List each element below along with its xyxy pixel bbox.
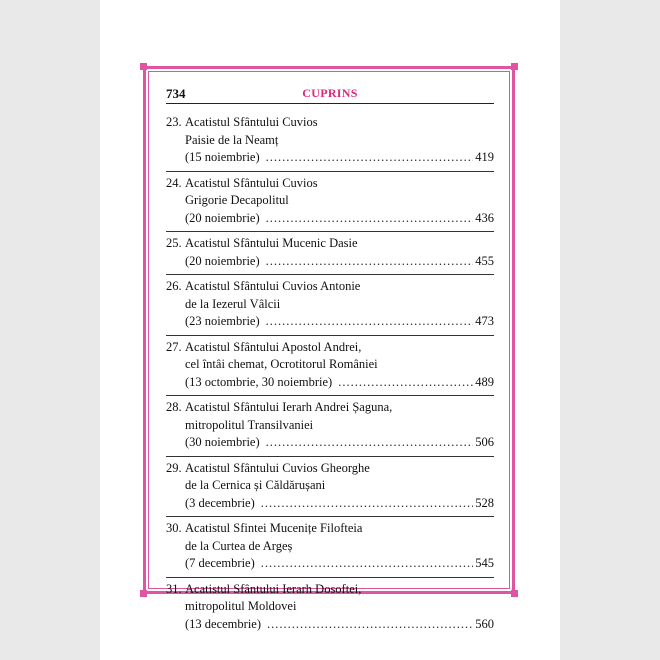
toc-entry[interactable]	[166, 578, 494, 638]
toc-entry-title: Acatistul Sfintei Mucenițe Filofteia	[185, 521, 363, 535]
corner-ornament-top-right	[511, 63, 518, 70]
toc-entry-date: (15 noiembrie)	[185, 150, 260, 164]
toc-entry-page-number[interactable]: 545	[475, 556, 494, 570]
dot-leader	[266, 210, 474, 228]
toc-entry-title-line	[166, 192, 494, 210]
toc-entry-number: 23.	[166, 115, 182, 129]
toc-entry-title: Acatistul Sfântului Ierarh Dosoftei,	[185, 581, 362, 596]
toc-entry-title-line	[166, 114, 494, 132]
toc-entry-date: (13 decembrie)	[185, 616, 262, 631]
toc-entry[interactable]	[166, 396, 494, 457]
toc-entry-title: mitropolitul Transilvaniei	[185, 417, 314, 432]
toc-entry[interactable]	[166, 336, 494, 397]
toc-entry-date-line	[166, 434, 494, 452]
toc-entry-title-line	[166, 356, 494, 374]
toc-entry-number: 26.	[166, 279, 182, 293]
toc-entry-title-line	[166, 477, 494, 495]
toc-entry-date-line	[166, 210, 494, 228]
toc-entry-date: (20 noiembrie)	[185, 253, 260, 268]
dot-leader	[338, 374, 473, 392]
toc-entry-date: (23 noiembrie)	[185, 314, 260, 328]
toc-entry-title-line	[166, 132, 494, 150]
toc-entry-title: Grigorie Decapolitul	[185, 193, 289, 207]
toc-entry-title: Acatistul Sfântului Mucenic Dasie	[185, 236, 358, 250]
toc-entry-number: 27.	[166, 339, 182, 354]
toc-entry-title-line	[166, 296, 494, 314]
toc-entry[interactable]	[166, 275, 494, 336]
page-number: 734	[166, 86, 186, 101]
toc-entry[interactable]	[166, 457, 494, 518]
dot-leader	[266, 253, 474, 271]
toc-entry-title: Acatistul Sfântului Cuvios Antonie	[185, 279, 361, 293]
toc-entry-title-line	[166, 460, 494, 478]
toc-entry-title: de la Cernica și Căldărușani	[185, 478, 326, 492]
toc-entry-date-line	[166, 313, 494, 331]
toc-entry-title: Acatistul Sfântului Ierarh Andrei Șaguna,	[185, 400, 393, 414]
toc-entry-date-line	[166, 616, 494, 634]
toc-entry[interactable]	[166, 172, 494, 233]
toc-entry-date-line	[166, 149, 494, 167]
toc-entry-number: 28.	[166, 400, 182, 414]
toc-entry-title: Acatistul Sfântului Apostol Andrei,	[185, 339, 362, 354]
toc-entry-page-number[interactable]: 506	[475, 435, 494, 449]
toc-entry-number: 29.	[166, 460, 182, 475]
toc-entry-title-line	[166, 520, 494, 538]
dot-leader	[266, 434, 474, 452]
toc-entry-number: 30.	[166, 521, 182, 535]
section-title: CUPRINS	[302, 86, 358, 100]
toc-entry-title: Acatistul Sfântului Cuvios	[185, 175, 318, 190]
dot-leader	[267, 616, 473, 634]
toc-entry-page-number[interactable]: 455	[475, 253, 494, 268]
dot-leader	[261, 555, 473, 573]
toc-entry-page-number[interactable]: 528	[475, 495, 494, 510]
toc-entry-page-number[interactable]: 489	[475, 374, 494, 389]
toc-entry-title-line	[166, 235, 494, 253]
table-of-contents	[166, 111, 494, 637]
toc-entry-title-line	[166, 399, 494, 417]
toc-entry-title: mitropolitul Moldovei	[185, 599, 297, 613]
toc-entry-number: 25.	[166, 236, 182, 250]
toc-entry-page-number[interactable]: 560	[475, 616, 494, 631]
toc-entry-date: (30 noiembrie)	[185, 435, 260, 449]
toc-entry-title-line	[166, 339, 494, 357]
toc-entry-title: Paisie de la Neamț	[185, 132, 279, 147]
toc-entry-title: de la Curtea de Argeș	[185, 538, 293, 553]
toc-entry-title-line	[166, 598, 494, 616]
toc-entry-title: Acatistul Sfântului Cuvios	[185, 115, 318, 129]
toc-entry-date: (7 decembrie)	[185, 556, 255, 570]
page-header	[166, 86, 494, 104]
toc-entry-title: Acatistul Sfântului Cuvios Gheorghe	[185, 460, 370, 475]
toc-entry-title-line	[166, 278, 494, 296]
toc-entry-title: cel întâi chemat, Ocrotitorul României	[185, 357, 378, 371]
toc-entry-title-line	[166, 175, 494, 193]
toc-entry-number: 24.	[166, 175, 182, 190]
dot-leader	[266, 313, 474, 331]
corner-ornament-bottom-left	[140, 590, 147, 597]
toc-entry-date: (20 noiembrie)	[185, 210, 260, 225]
toc-entry-title: de la Iezerul Vâlcii	[185, 296, 281, 311]
toc-entry[interactable]	[166, 232, 494, 275]
dot-leader	[266, 149, 474, 167]
toc-entry-page-number[interactable]: 473	[475, 314, 494, 328]
toc-entry-date-line	[166, 495, 494, 513]
toc-entry-page-number[interactable]: 436	[475, 210, 494, 225]
toc-entry-title-line	[166, 538, 494, 556]
toc-entry-date: (3 decembrie)	[185, 495, 255, 510]
toc-entry[interactable]	[166, 517, 494, 578]
toc-entry-page-number[interactable]: 419	[475, 150, 494, 164]
toc-entry[interactable]	[166, 111, 494, 172]
toc-entry-title-line	[166, 417, 494, 435]
dot-leader	[261, 495, 473, 513]
corner-ornament-bottom-right	[511, 590, 518, 597]
toc-entry-date: (13 octombrie, 30 noiembrie)	[185, 374, 333, 389]
toc-entry-date-line	[166, 374, 494, 392]
toc-entry-date-line	[166, 253, 494, 271]
toc-entry-date-line	[166, 555, 494, 573]
corner-ornament-top-left	[140, 63, 147, 70]
toc-entry-title-line	[166, 581, 494, 599]
toc-entry-number: 31.	[166, 581, 182, 596]
